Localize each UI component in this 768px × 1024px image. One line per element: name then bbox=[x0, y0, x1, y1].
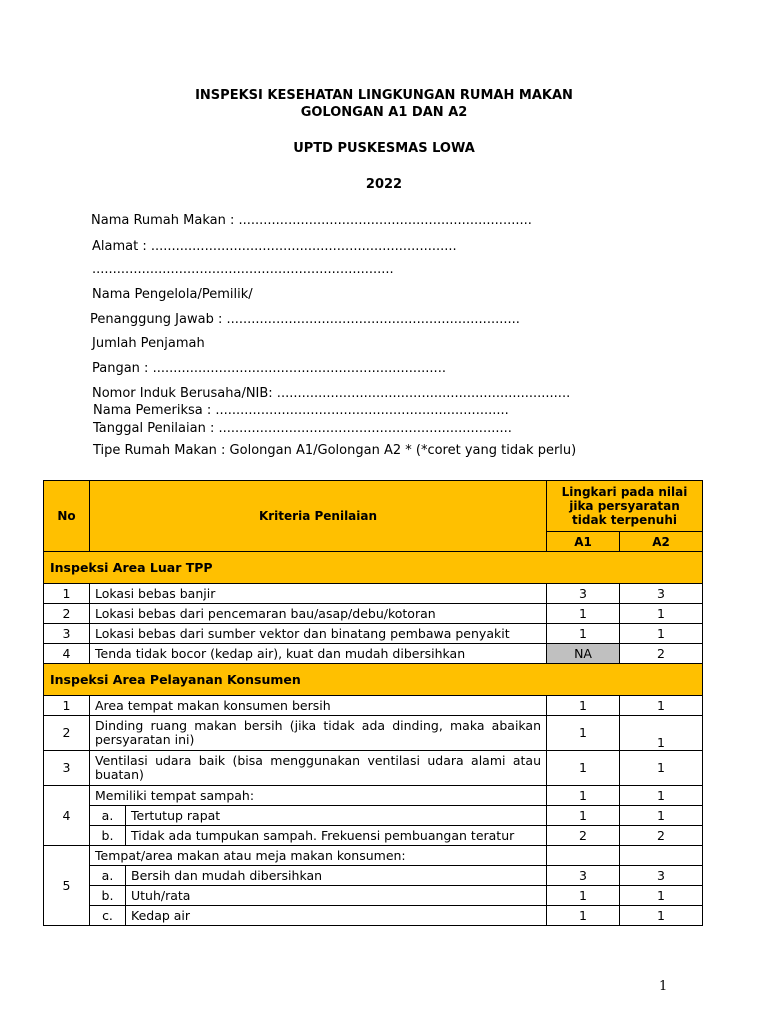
header-a2: A2 bbox=[620, 532, 703, 552]
sub-a2: 2 bbox=[620, 826, 703, 846]
row-a2: 1 bbox=[620, 696, 703, 716]
table-subrow bbox=[44, 886, 703, 906]
table-subrow bbox=[44, 806, 703, 826]
table-subrow bbox=[44, 866, 703, 886]
row-criteria: Lokasi bebas banjir bbox=[90, 584, 547, 604]
sub-label: a. bbox=[90, 866, 126, 886]
criteria-table bbox=[43, 480, 703, 926]
sub-label: b. bbox=[90, 886, 126, 906]
document-title-line1: INSPEKSI KESEHATAN LINGKUNGAN RUMAH MAKAN bbox=[195, 88, 573, 103]
page-number: 1 bbox=[659, 979, 668, 994]
row-no: 3 bbox=[44, 751, 90, 786]
document-title-line2: GOLONGAN A1 DAN A2 bbox=[300, 105, 468, 120]
row-a2: 2 bbox=[620, 644, 703, 664]
section-title-area-pelayanan: Inspeksi Area Pelayanan Konsumen bbox=[44, 664, 703, 696]
field-tanggal-penilaian: Tanggal Penilaian : ....................................................................... bbox=[93, 421, 512, 436]
row-a1: 1 bbox=[547, 716, 620, 751]
sub-criteria: Tidak ada tumpukan sampah. Frekuensi pembuangan teratur bbox=[126, 826, 547, 846]
section-title-area-luar: Inspeksi Area Luar TPP bbox=[44, 552, 703, 584]
sub-label: c. bbox=[90, 906, 126, 926]
sub-label: a. bbox=[90, 806, 126, 826]
table-subrow bbox=[44, 826, 703, 846]
field-nama-pengelola: Nama Pengelola/Pemilik/ bbox=[92, 287, 253, 302]
sub-criteria: Kedap air bbox=[126, 906, 547, 926]
document-year: 2022 bbox=[365, 177, 403, 192]
table-row bbox=[44, 716, 703, 751]
row-criteria: Lokasi bebas dari sumber vektor dan binatang pembawa penyakit bbox=[90, 624, 547, 644]
row-criteria: Dinding ruang makan bersih (jika tidak ada dinding, maka abaikan persyaratan ini) bbox=[90, 716, 547, 751]
field-tipe-rumah-makan: Tipe Rumah Makan : Golongan A1/Golongan A2 * (*coret yang tidak perlu) bbox=[93, 443, 577, 458]
sub-a1: 2 bbox=[547, 826, 620, 846]
row-a2-empty bbox=[620, 846, 703, 866]
table-subrow bbox=[44, 906, 703, 926]
field-penanggung-jawab: Penanggung Jawab : ....................................................................... bbox=[90, 312, 520, 327]
table-row bbox=[44, 786, 703, 806]
row-a2: 1 bbox=[620, 604, 703, 624]
row-criteria: Ventilasi udara baik (bisa menggunakan ventilasi udara alami atau buatan) bbox=[90, 751, 547, 786]
row-no: 3 bbox=[44, 624, 90, 644]
row-criteria: Tempat/area makan atau meja makan konsumen: bbox=[90, 846, 547, 866]
sub-a2: 1 bbox=[620, 886, 703, 906]
row-a1-na: NA bbox=[547, 644, 620, 664]
table-row bbox=[44, 846, 703, 866]
row-criteria: Lokasi bebas dari pencemaran bau/asap/debu/kotoran bbox=[90, 604, 547, 624]
table-row bbox=[44, 584, 703, 604]
sub-a1: 1 bbox=[547, 906, 620, 926]
row-criteria: Tenda tidak bocor (kedap air), kuat dan mudah dibersihkan bbox=[90, 644, 547, 664]
table-row bbox=[44, 604, 703, 624]
sub-criteria: Bersih dan mudah dibersihkan bbox=[126, 866, 547, 886]
field-nama-rumah-makan: Nama Rumah Makan : ....................................................................... bbox=[91, 213, 532, 228]
table-row bbox=[44, 751, 703, 786]
row-criteria: Area tempat makan konsumen bersih bbox=[90, 696, 547, 716]
row-no: 4 bbox=[44, 786, 90, 846]
row-a2: 1 bbox=[620, 786, 703, 806]
row-a2: 1 bbox=[620, 624, 703, 644]
sub-a1: 1 bbox=[547, 886, 620, 906]
row-a1-empty bbox=[547, 846, 620, 866]
sub-a2: 3 bbox=[620, 866, 703, 886]
header-lingkari: Lingkari pada nilai jika persyaratan tidak terpenuhi bbox=[547, 481, 703, 532]
header-kriteria: Kriteria Penilaian bbox=[90, 481, 547, 552]
table-row bbox=[44, 624, 703, 644]
sub-a1: 1 bbox=[547, 806, 620, 826]
field-nama-pemeriksa: Nama Pemeriksa : ....................................................................... bbox=[93, 403, 509, 418]
row-a2: 1 bbox=[620, 751, 703, 786]
sub-label: b. bbox=[90, 826, 126, 846]
field-pangan: Pangan : ....................................................................... bbox=[92, 361, 446, 376]
field-nib: Nomor Induk Berusaha/NIB: ....................................................................... bbox=[92, 386, 571, 401]
row-a2: 1 bbox=[620, 716, 703, 751]
sub-a1: 3 bbox=[547, 866, 620, 886]
sub-a2: 1 bbox=[620, 906, 703, 926]
field-alamat-continuation: ......................................................................... bbox=[92, 262, 394, 277]
table-row bbox=[44, 696, 703, 716]
row-no: 2 bbox=[44, 604, 90, 624]
row-a1: 3 bbox=[547, 584, 620, 604]
header-a1: A1 bbox=[547, 532, 620, 552]
row-no: 1 bbox=[44, 696, 90, 716]
row-a1: 1 bbox=[547, 696, 620, 716]
row-a2: 3 bbox=[620, 584, 703, 604]
row-a1: 1 bbox=[547, 604, 620, 624]
field-jumlah-penjamah: Jumlah Penjamah bbox=[92, 336, 205, 351]
organization-name: UPTD PUSKESMAS LOWA bbox=[293, 141, 475, 156]
row-a1: 1 bbox=[547, 751, 620, 786]
row-no: 4 bbox=[44, 644, 90, 664]
field-alamat: Alamat : .......................................................................... bbox=[92, 239, 457, 254]
header-no: No bbox=[44, 481, 90, 552]
row-no: 2 bbox=[44, 716, 90, 751]
row-criteria: Memiliki tempat sampah: bbox=[90, 786, 547, 806]
sub-criteria: Utuh/rata bbox=[126, 886, 547, 906]
row-no: 5 bbox=[44, 846, 90, 926]
sub-a2: 1 bbox=[620, 806, 703, 826]
table-row bbox=[44, 644, 703, 664]
row-a1: 1 bbox=[547, 786, 620, 806]
sub-criteria: Tertutup rapat bbox=[126, 806, 547, 826]
row-a1: 1 bbox=[547, 624, 620, 644]
row-no: 1 bbox=[44, 584, 90, 604]
